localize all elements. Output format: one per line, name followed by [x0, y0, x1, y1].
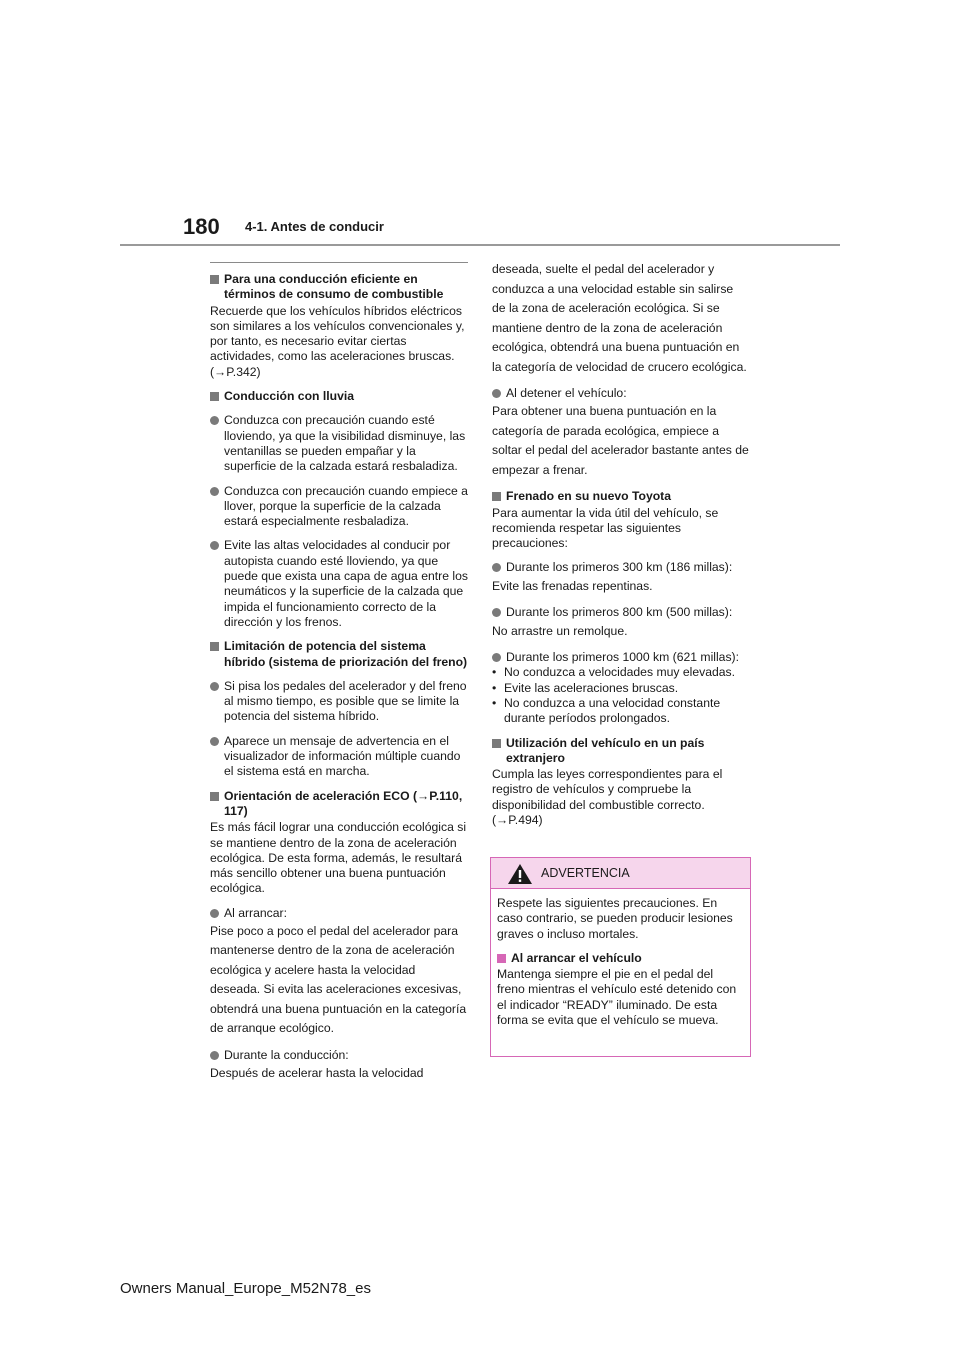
square-bullet-icon — [210, 642, 219, 651]
left-column — [210, 262, 468, 1084]
heading-limitacion — [210, 639, 468, 670]
heading-text: Orientación de aceleración ECO (→P.110, 117) — [224, 788, 463, 818]
list-item — [210, 1048, 468, 1063]
paragraph: Para obtener una buena puntuación en la categoría de parada ecológica, empiece a soltar el pedal del acelerador bastante antes de empezar a frenar. — [492, 404, 749, 477]
list-item — [210, 679, 468, 725]
warning-heading — [497, 951, 744, 966]
round-bullet-icon — [492, 563, 501, 572]
list-item-text: Evite las altas velocidades al conducir por autopista cuando esté lloviendo, ya que puede que exista una capa de agua entre los neumáticos y la superficie de la calzada que impida el funcionamiento correcto de la dirección y los frenos. — [224, 538, 468, 629]
sub-bullet-mark: • — [492, 695, 497, 710]
round-bullet-icon — [492, 608, 501, 617]
heading-text: Utilización del vehículo en un país extranjero — [506, 735, 705, 765]
list-item-title: Al detener el vehículo: — [506, 386, 627, 400]
warning-intro: Respete las siguientes precauciones. En caso contrario, se pueden producir lesiones graves o incluso mortales. — [497, 896, 733, 941]
column-top-rule — [210, 262, 468, 263]
list-item — [492, 650, 750, 665]
paragraph: Después de acelerar hasta la velocidad — [210, 1066, 424, 1081]
sub-bullet-mark: • — [492, 665, 497, 680]
square-bullet-icon — [210, 275, 219, 284]
heading-eficiente — [210, 272, 468, 303]
round-bullet-icon — [210, 541, 219, 550]
footer-text: Owners Manual_Europe_M52N78_es — [120, 1280, 371, 1297]
round-bullet-icon — [210, 1051, 219, 1060]
sub-bullet-mark: • — [492, 680, 497, 695]
heading-eco — [210, 789, 468, 820]
paragraph: deseada, suelte el pedal del acelerador y conduzca a una velocidad estable sin salirse de la zona de aceleración ecológica. Si se mantiene dentro de la zona de aceleración ecológica, obtendrá una buena puntuación en la categoría de velocidad de crucero ecológica. — [492, 262, 747, 374]
heading-text: Frenado en su nuevo Toyota — [506, 489, 672, 504]
heading-text: Para una conducción eficiente en términos de consumo de combustible — [224, 272, 444, 302]
round-bullet-icon — [210, 737, 219, 746]
paragraph: Evite las frenadas repentinas. — [492, 578, 653, 593]
list-item-text: Conduzca con precaución cuando esté lloviendo, ya que la visibilidad disminuye, las ventanillas se pueden empañar y la superficie de la calzada estará resbaladiza. — [224, 413, 466, 474]
round-bullet-icon — [210, 909, 219, 918]
sub-list-item-text: Evite las aceleraciones bruscas. — [504, 680, 679, 695]
round-bullet-icon — [210, 416, 219, 425]
list-item-text: Aparece un mensaje de advertencia en el visualizador de información múltiple cuando el sistema está en marcha. — [224, 733, 461, 779]
warning-body — [491, 889, 750, 1028]
paragraph: Es más fácil lograr una conducción ecológica si se mantiene dentro de la zona de aceleración ecológica. De esta forma, además, le resultará más sencillo obtener una buena puntuación ecológica. — [210, 820, 467, 896]
warning-paragraph: Mantenga siempre el pie en el pedal del freno mientras el vehículo esté detenido con el indicador “READY” iluminado. De esta forma se evita que el vehículo se mueva. — [497, 967, 737, 1028]
round-bullet-icon — [210, 487, 219, 496]
round-bullet-icon — [492, 389, 501, 398]
paragraph: No arrastre un remolque. — [492, 623, 628, 638]
round-bullet-icon — [492, 653, 501, 662]
paragraph: Para aumentar la vida útil del vehículo, se recomienda respetar las siguientes precauciones: — [492, 505, 719, 551]
heading-text: Conducción con lluvia — [224, 389, 355, 404]
paragraph: Cumpla las leyes correspondientes para el registro de vehículos y compruebe la disponibilidad del combustible correcto. (→P.494) — [492, 767, 723, 828]
warning-header — [491, 858, 750, 889]
page-number: 180 — [183, 214, 220, 239]
right-column — [492, 259, 750, 828]
list-item — [492, 605, 750, 620]
list-item — [492, 560, 750, 575]
square-bullet-icon — [497, 954, 506, 963]
list-item — [492, 386, 750, 401]
paragraph: Pise poco a poco el pedal del acelerador para mantenerse dentro de la zona de aceleración ecológica y acelere hasta la velocidad deseada. Si evita las aceleraciones excesivas, obtendrá una buena puntuación en la categoría de arranque ecológico. — [210, 923, 467, 1036]
list-item — [210, 734, 468, 780]
list-item — [210, 484, 468, 530]
heading-text: Al arrancar el vehículo — [511, 950, 642, 965]
sub-list-item — [492, 696, 750, 727]
sub-list-item-text: No conduzca a una velocidad constante durante períodos prolongados. — [504, 695, 721, 726]
square-bullet-icon — [210, 392, 219, 401]
list-item-title: Durante los primeros 800 km (500 millas): — [506, 605, 733, 620]
square-bullet-icon — [210, 792, 219, 801]
sub-list-item — [492, 665, 750, 680]
list-item — [210, 413, 468, 474]
list-item-title: Durante la conducción: — [224, 1047, 349, 1062]
paragraph: Recuerde que los vehículos híbridos eléctricos son similares a los vehículos convencionales y, por tanto, es necesario evitar ciertas actividades, como las aceleraciones bruscas. (→P.342) — [210, 303, 465, 379]
warning-title: ADVERTENCIA — [541, 866, 630, 880]
header-rule — [120, 244, 840, 246]
warning-triangle-icon — [507, 863, 533, 885]
list-item-text: Conduzca con precaución cuando empiece a llover, porque la superficie de la calzada estará especialmente resbaladiza. — [224, 483, 468, 529]
heading-extranjero — [492, 736, 750, 767]
list-item-text: Si pisa los pedales del acelerador y del freno al mismo tiempo, es posible que se limite la potencia del sistema híbrido. — [224, 678, 467, 724]
round-bullet-icon — [210, 682, 219, 691]
heading-lluvia — [210, 389, 468, 404]
section-title: 4-1. Antes de conducir — [245, 219, 384, 234]
list-item-title: Durante los primeros 1000 km (621 millas): — [506, 650, 740, 665]
square-bullet-icon — [492, 492, 501, 501]
square-bullet-icon — [492, 739, 501, 748]
list-item — [210, 538, 468, 630]
heading-text: Limitación de potencia del sistema híbrido (sistema de priorización del freno) — [224, 639, 468, 669]
sub-list-item-text: No conduzca a velocidades muy elevadas. — [504, 665, 736, 680]
heading-frenado — [492, 489, 750, 504]
sub-list-item — [492, 681, 750, 696]
warning-box — [490, 857, 751, 1057]
list-item — [210, 906, 468, 921]
list-item-title: Al arrancar: — [224, 905, 287, 920]
list-item-title: Durante los primeros 300 km (186 millas): — [506, 560, 733, 575]
